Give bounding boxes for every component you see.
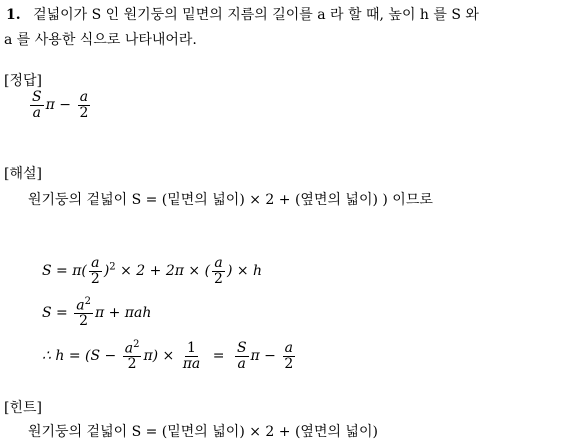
problem-line2: a 를 사용한 식으로 나타내어라.: [4, 32, 197, 48]
explanation-sentence: 원기둥의 겉넓이 S = (밑면의 넓이) × 2 + (옆면의 넓이) ) 이므로: [28, 192, 433, 208]
problem-statement: [6, 4, 479, 24]
hint-label: [힌트]: [4, 400, 42, 416]
answer-label: [정답]: [4, 73, 42, 89]
eq3-frac-a2-over-2: $\frac{a^2}{2}$: [124, 339, 140, 373]
problem-line1: 겉넓이가 S 인 원기둥의 밑면의 지름의 길이를 a 라 할 때, 높이 h 를 S 와: [33, 7, 479, 23]
answer-pi-minus: π −: [45, 97, 71, 114]
equation-2: S = $\frac{a^2}{2}$ π + πah: [42, 296, 152, 330]
explanation-label: [해설]: [4, 166, 42, 182]
eq3-frac-a-over-2: $\frac{a}{2}$: [284, 339, 294, 372]
eq1-frac-a-over-2: $\frac{a}{2}$: [90, 255, 100, 287]
answer-frac-s-over-a: $\frac{S}{a}$: [32, 89, 42, 121]
equation-1: S = π( $\frac{a}{2}$ )$^2$ × 2 + 2π × ( $\frac{a}{2}$ ) × h: [42, 255, 263, 287]
answer-frac-a-over-2: $\frac{a}{2}$: [79, 89, 89, 121]
hint-sentence: 원기둥의 겉넓이 S = (밑면의 넓이) × 2 + (옆면의 넓이): [28, 424, 378, 440]
eq3-frac-s-over-a: $\frac{S}{a}$: [236, 339, 247, 372]
eq2-frac-a2-over-2: $\frac{a^2}{2}$: [76, 296, 91, 330]
eq3-frac-1-over-pia: $\frac{1}{\pi a}$: [182, 339, 201, 372]
eq1-frac2-a-over-2: $\frac{a}{2}$: [214, 255, 223, 287]
equation-3: ∴ h = (S − $\frac{a^2}{2}$ π) × $\frac{1}{\pi a}$ = $\frac{S}{a}$ π − $\frac{a}{2}$: [42, 339, 294, 373]
problem-number: 1.: [6, 7, 21, 23]
answer-expression: [28, 90, 92, 120]
